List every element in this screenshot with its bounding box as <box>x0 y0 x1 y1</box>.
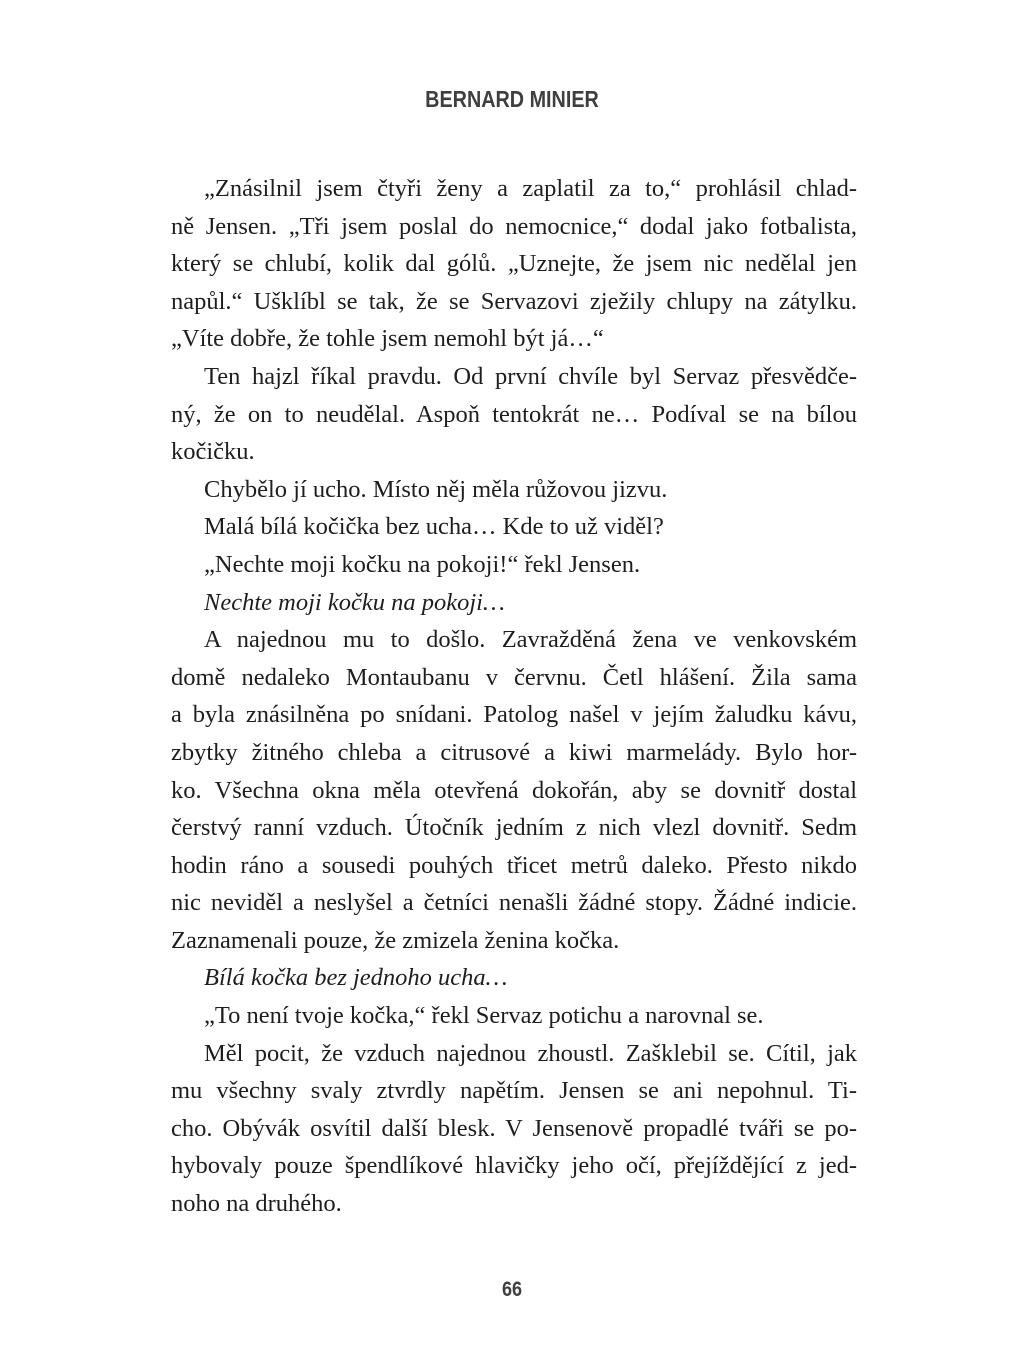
body-text <box>171 170 857 1223</box>
text-line: A najednou mu to došlo. Zavražděná žena ve venkovském <box>204 626 857 654</box>
text-line: mu všechny svaly ztvrdly napětím. Jensen se ani nepohnul. Ti- <box>171 1077 857 1105</box>
paragraph <box>171 546 857 584</box>
paragraph <box>171 508 857 546</box>
paragraph <box>171 621 857 959</box>
text-line: kočičku. <box>171 438 255 466</box>
text-line: cho. Obývák osvítil další blesk. V Jensenově propadlé tváři se po- <box>171 1114 857 1142</box>
text-line: čerstvý ranní vzduch. Útočník jedním z nich vlezl dovnitř. Sedm <box>171 814 857 842</box>
text-line: nic neviděl a neslyšel a četníci nenašli žádné stopy. Žádné indicie. <box>171 889 857 917</box>
text-line: Chybělo jí ucho. Místo něj měla růžovou jizvu. <box>204 475 668 503</box>
text-line: ný, že on to neudělal. Aspoň tentokrát ne… Podíval se na bílou <box>171 400 857 428</box>
running-header-author: BERNARD MINIER <box>425 86 599 112</box>
text-line: „Víte dobře, že tohle jsem nemohl být já…“ <box>171 325 604 353</box>
paragraph <box>171 997 857 1035</box>
text-line: a byla znásilněna po snídani. Patolog našel v jejím žaludku kávu, <box>171 701 857 729</box>
text-line: Měl pocit, že vzduch najednou zhoustl. Zašklebil se. Cítil, jak <box>204 1039 857 1067</box>
text-line: domě nedaleko Montaubanu v červnu. Četl hlášení. Žila sama <box>171 663 857 691</box>
text-line: Malá bílá kočička bez ucha… Kde to už viděl? <box>204 513 664 541</box>
text-line: ko. Všechna okna měla otevřená dokořán, aby se dovnitř dostal <box>171 776 857 804</box>
text-line: napůl.“ Ušklíbl se tak, že se Servazovi zježily chlupy na zátylku. <box>171 287 857 315</box>
text-line: který se chlubí, kolik dal gólů. „Uznejte, že jsem nic nedělal jen <box>171 250 857 278</box>
text-line: Bílá kočka bez jednoho ucha… <box>204 964 508 992</box>
paragraph <box>171 1035 857 1223</box>
text-line: „To není tvoje kočka,“ řekl Servaz potichu a narovnal se. <box>204 1002 764 1030</box>
text-line: Nechte moji kočku na pokoji… <box>204 588 505 616</box>
paragraph <box>171 358 857 471</box>
text-line: zbytky žitného chleba a citrusové a kiwi marmelády. Bylo hor- <box>171 738 857 766</box>
text-line: Ten hajzl říkal pravdu. Od první chvíle byl Servaz přesvědče- <box>204 362 857 390</box>
text-line: „Znásilnil jsem čtyři ženy a zaplatil za to,“ prohlásil chlad- <box>204 175 857 202</box>
paragraph <box>171 471 857 509</box>
paragraph <box>171 170 857 358</box>
text-line: hybovaly pouze špendlíkové hlavičky jeho očí, přejíždějící z jed- <box>171 1152 857 1180</box>
page-number: 66 <box>501 1278 523 1301</box>
text-line: hodin ráno a sousedi pouhých třicet metrů daleko. Přesto nikdo <box>171 851 857 879</box>
text-line: noho na druhého. <box>171 1190 342 1218</box>
paragraph-italic <box>171 959 857 997</box>
text-line: ně Jensen. „Tři jsem poslal do nemocnice,“ dodal jako fotbalista, <box>171 212 857 240</box>
text-line: Zaznamenali pouze, že zmizela ženina kočka. <box>171 926 620 954</box>
paragraph-italic <box>171 584 857 622</box>
text-line: „Nechte moji kočku na pokoji!“ řekl Jensen. <box>204 550 641 578</box>
